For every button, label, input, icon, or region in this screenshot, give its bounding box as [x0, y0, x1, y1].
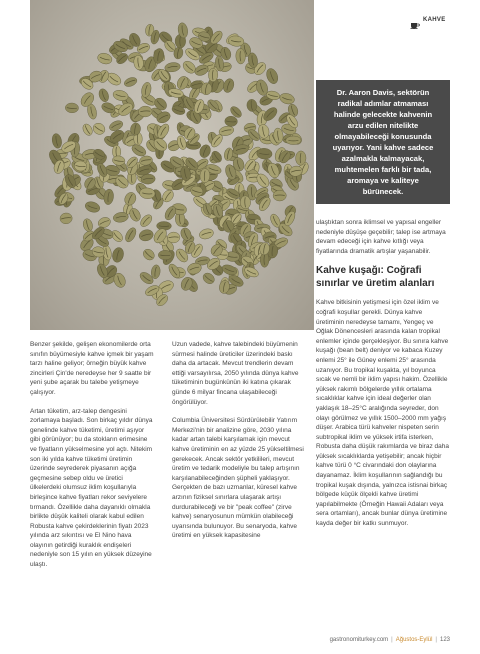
section-heading: Kahve kuşağı: Coğrafi sınırlar ve üretim alanları [316, 265, 435, 289]
text-column-3 [316, 218, 450, 538]
section-tag [410, 16, 446, 24]
section-label: KAHVE [423, 17, 446, 23]
paragraph: Columbia Üniversitesi Sürdürülebilir Yatırım Merkezi'nin bir analizine göre, 2030 yılına kadar artan talebi karşılamak için mevcut kahve üretiminin en az yüzde 25 yükseltilmesi gerekecek. Ancak sektör yetkilileri, mevcut üretim ve tedarik modeliyle bu talep artışının karşılanabileceğinden şüpheli yaklaşıyor. Gerçekten de bazı uzmanlar, küresel kahve arzının fiziksel sınırlara ulaşarak artışı durdurabileceği ve bir "peak coffee" (zirve kahve) senaryosunun mümkün olabileceği uyarısında bulunuyor. Bu senaryoda, kahve üretimi en yüksek kapasitesine [172, 417, 304, 540]
paragraph: Kahve bitkisinin yetişmesi için özel iklim ve coğrafi koşullar gerekli. Dünya kahve üretiminin neredeyse tamamı, Yengeç ve Oğlak Dönencesleri arasında kalan tropikal enlemler içinde gerçekleşiyor. Bu sınıra kahve kuşağı (bean belt) deniyor ve kabaca Kuzey enlemi 25° ile Güney enlemi 25° arasında uzanıyor. Bu tropikal kuşakta, yıl boyunca sıcak ve nemli bir iklim yapısı hakim. Özellikle yüksek rakımlı bölgelerde yıllık ortalama sıcaklıklar kahve için ideal değerler olan yaklaşık 18–25°C aralığında seyreder, don olayı görülmez ve yıllık 1500–2000 mm yağış düşer. Arabica türü kahveler nispeten serin subtropikal iklim ve yüksek irtifa isterken, Robusta daha düşük rakımlarda ve biraz daha yüksek sıcaklıklarda yetişebilir; ancak hiçbir kahve türü 0 °C civarındaki don olaylarına dayanamaz. İklim koşullarının sağlandığı bu tropikal kuşak dışında, yalnızca istisnai birkaç bölgede küçük ölçekli kahve üretimi yapılabilmekte (Örneğin Hawaii Adaları veya sera ortamları), ancak bunlar dünya üretimine kayda değer bir katkı sunmuyor. [316, 299, 449, 528]
text-column-1 [30, 340, 154, 579]
pull-quote [316, 80, 450, 204]
paragraph: ulaştıktan sonra iklimsel ve yapısal engeller nedeniyle düşüşe geçebilir; talep ise artmaya devam edeceği için kahve kıtlığı veya fiyatlarında dramatik artışlar yaşanabilir. [316, 219, 446, 255]
coffee-cup-icon [410, 16, 420, 24]
text-column-2 [172, 340, 304, 550]
pull-quote-text: Dr. Aaron Davis, sektörün radikal adımlar atmaması halinde gelecekte kahvenin arzu edilen nitelikte olmayabileceği konusunda uyarıyor. Yani kahve sadece azalmakla kalmayacak, muhtemelen farklı bir tada, aromaya ve kaliteye bürünecek. [332, 88, 434, 196]
paragraph: Artan tüketim, arz-talep dengesini zorlamaya başladı. Son birkaç yıldır dünya genelinde kahve tüketimi, üretimi aşıyor gibi görünüyor; bu da stokların erimesine ve fiyatların yükselmesine yol açtı. Nitekim son iki yılda kahve tüketimi üretimin üzerinde seyrederek piyasanın açığa geçmesine sebep oldu ve üretici ülkelerdeki olumsuz iklim koşullarıyla birleşince kahve fiyatları rekor seviyelere tırmandı. Özellikle daha dayanıklı olmakla birlikte düşük kaliteli olarak kabul edilen Robusta kahve çekirdeklerinin fiyatı 2023 yılında arz sıkıntısı ve El Nino hava olayının getirdiği kuraklık endişeleri nedeniyle son 15 yılın en yüksek düzeyine ulaştı. [30, 407, 153, 569]
page-footer: gastronomiturkey.com | Ağustos-Eylül | 123 [329, 637, 450, 643]
paragraph: Uzun vadede, kahve talebindeki büyümenin sürmesi halinde üreticiler üzerindeki baskı daha da artacak. Mevcut trendlerin devam ettiği varsayılırsa, 2050 yılında dünya kahve tüketiminin bugünkünün iki katına çıkarak günde 6 milyar fincana ulaşabileceği öngörülüyor. [172, 341, 299, 406]
paragraph: Benzer şekilde, gelişen ekonomilerde orta sınıfın büyümesiyle kahve içmek bir yaşam tarzı haline geliyor; örneğin büyük kahve zincirleri Çin'de neredeyse her 9 saatte bir yeni şube açarak bu talebe yetişmeye çalışıyor. [30, 341, 154, 396]
green-coffee-beans-image [30, 0, 314, 330]
footer-site: gastronomiturkey.com [329, 637, 389, 643]
coffee-beans-graphic [30, 0, 314, 330]
footer-issue: Ağustos-Eylül [395, 637, 433, 643]
page-number: 123 [439, 637, 450, 643]
